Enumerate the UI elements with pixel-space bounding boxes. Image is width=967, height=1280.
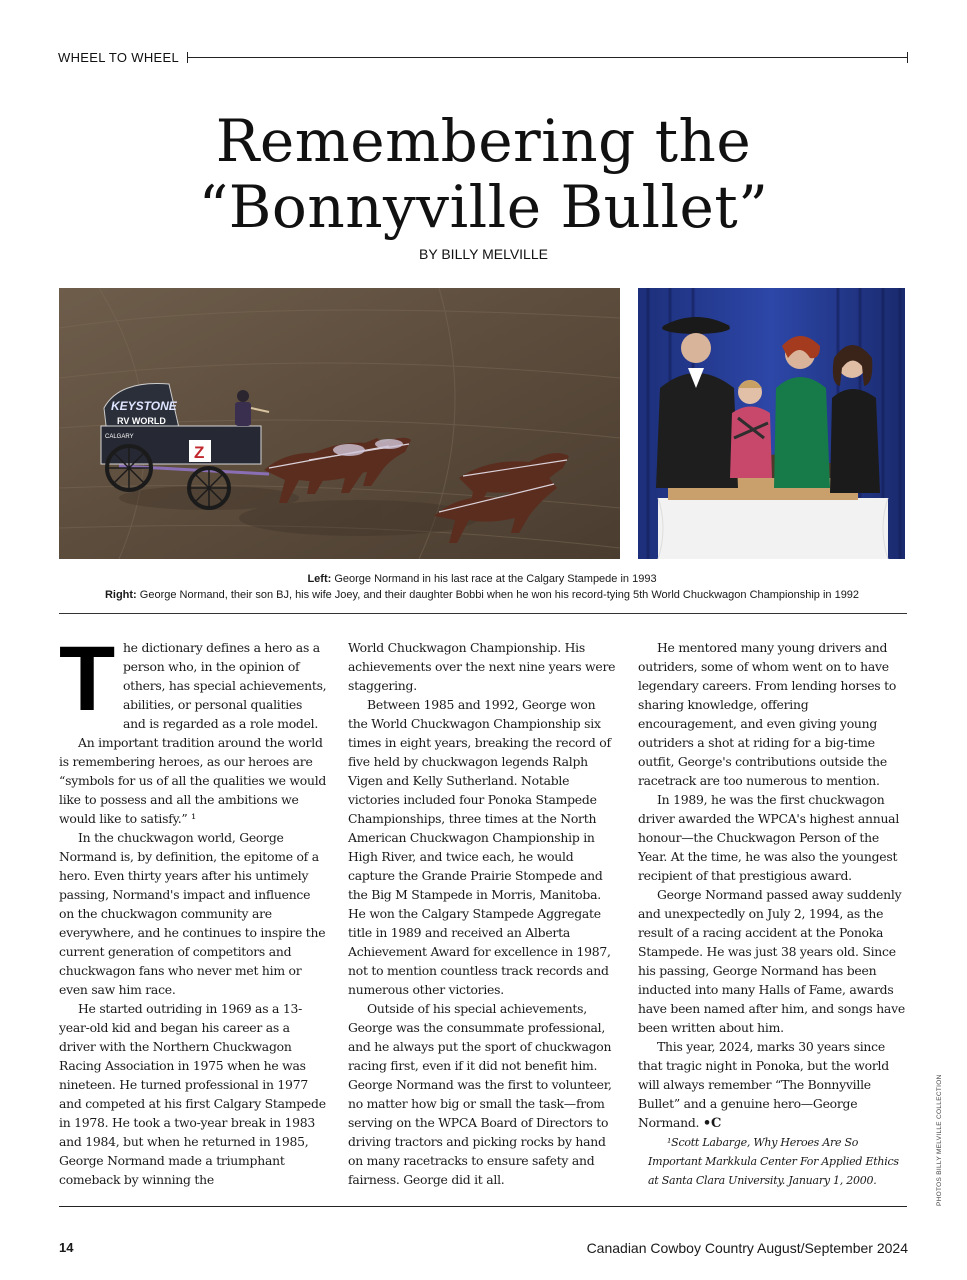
caption-right: Right: George Normand, their son BJ, his wife Joey, and their daughter Bobbi when he won his record-tying 5th World Chuckwagon Championship in 1992 xyxy=(104,589,860,601)
paragraph: He started outriding in 1969 as a 13-year-old kid and began his career as a driver with the Northern Chuckwagon Racing Association in 1975 when he was nineteen. He turned professional in 1977 and competed at his first Calgary Stampede in 1978. He took a two-year break in 1983 and 1984, but when he returned in 1985, George Normand made a triumphant comeback by winning the xyxy=(59,1001,326,1187)
byline: BY BILLY MELVILLE xyxy=(419,246,548,262)
header-rule xyxy=(187,57,908,58)
svg-text:KEYSTONE: KEYSTONE xyxy=(111,399,177,413)
paragraph: An important tradition around the world is remembering heroes, as our heroes are “symbols for us of all the qualities we would like to possess and all the ambitions we would like to satisfy.” ¹ xyxy=(59,735,327,826)
svg-text:CALGARY: CALGARY xyxy=(105,434,134,440)
page-number: 14 xyxy=(59,1240,74,1255)
title-line-2: “Bonnyville Bullet” xyxy=(198,173,769,241)
end-mark: •C xyxy=(702,1116,722,1131)
footer-rule xyxy=(59,1206,907,1207)
svg-text:Z: Z xyxy=(194,443,205,462)
article-column-2 xyxy=(348,638,616,1189)
photo-caption xyxy=(59,571,905,603)
photo-chuckwagon-race xyxy=(59,288,620,559)
paragraph: George Normand passed away suddenly and unexpectedly on July 2, 1994, as the result of a racing accident at the Ponoka Stampede. He was just 38 years old. Since his passing, George Normand has been inducted into many Halls of Fame, awards have been named after him, and songs have been written about him. xyxy=(638,887,905,1035)
caption-rule xyxy=(59,613,907,614)
paragraph: Outside of his special achievements, George was the consummate professional, and he always put the sport of chuckwagon racing first, even if it did not benefit him. George Normand was the first to volunteer, no matter how big or small the task—from serving on the WPCA Board of Directors to driving tractors and picking rocks by hand on many racetracks to ensure safety and fairness. George did it all. xyxy=(348,1001,612,1187)
paragraph: He mentored many young drivers and outriders, some of whom went on to have legendary careers. From lending horses to sharing knowledge, offering encouragement, and even giving young outriders a shot at riding for a big-time outfit, George's contributions outside the racetrack are too numerous to mention. xyxy=(638,640,897,788)
photo-family-portrait xyxy=(638,288,905,559)
paragraph: The dictionary defines a hero as a person who, in the opinion of others, has special achievements, abilities, or personal qualities and is regarded as a role model. xyxy=(59,628,327,731)
svg-text:RV WORLD: RV WORLD xyxy=(117,416,166,426)
paragraph: In the chuckwagon world, George Normand is, by definition, the epitome of a hero. Even thirty years after his untimely passing, Normand's impact and influence on the chuckwagon community are everywhere, and he continues to inspire the current generation of competitors and chuckwagon fans who never met him or even saw him race. xyxy=(59,830,326,997)
article-title xyxy=(0,108,967,240)
title-line-1: Remembering the xyxy=(215,107,752,175)
publication-line: Canadian Cowboy Country August/September 2024 xyxy=(586,1240,908,1256)
section-label: WHEEL TO WHEEL xyxy=(58,50,179,65)
article-column-1 xyxy=(59,628,327,1189)
paragraph: This year, 2024, marks 30 years since that tragic night in Ponoka, but the world will always remember “The Bonnyville Bullet” and a genuine hero—George Normand. •C xyxy=(638,1039,889,1131)
drop-cap: T xyxy=(59,628,115,730)
photo-credit: PHOTOS BILLY MELVILLE COLLECTION xyxy=(936,1074,943,1206)
paragraph: Between 1985 and 1992, George won the World Chuckwagon Championship six times in eight years, breaking the record of five held by chuckwagon legends Ralph Vigen and Kelly Sutherland. Notable victories included four Ponoka Stampede Championships, three times at the North American Chuckwagon Championship in High River, and twice each, he would capture the Grande Prairie Stompede and the Big M Stampede in Morris, Manitoba. He won the Calgary Stampede Aggregate title in 1989 and received an Alberta Achievement Award for excellence in 1987, not to mention countless track records and numerous other victories. xyxy=(348,697,611,997)
caption-left: Left: George Normand in his last race at the Calgary Stampede in 1993 xyxy=(307,573,657,585)
paragraph: World Chuckwagon Championship. His achievements over the next nine years were staggering. xyxy=(348,640,616,693)
footnote: ¹Scott Labarge, Why Heroes Are So Important Markkula Center For Applied Ethics at Santa Clara University. January 1, 2000. xyxy=(648,1136,899,1187)
paragraph: In 1989, he was the first chuckwagon driver awarded the WPCA's highest annual honour—the Chuckwagon Person of the Year. At the time, he was also the youngest recipient of that prestigious award. xyxy=(638,792,900,883)
article-column-3 xyxy=(638,638,906,1190)
